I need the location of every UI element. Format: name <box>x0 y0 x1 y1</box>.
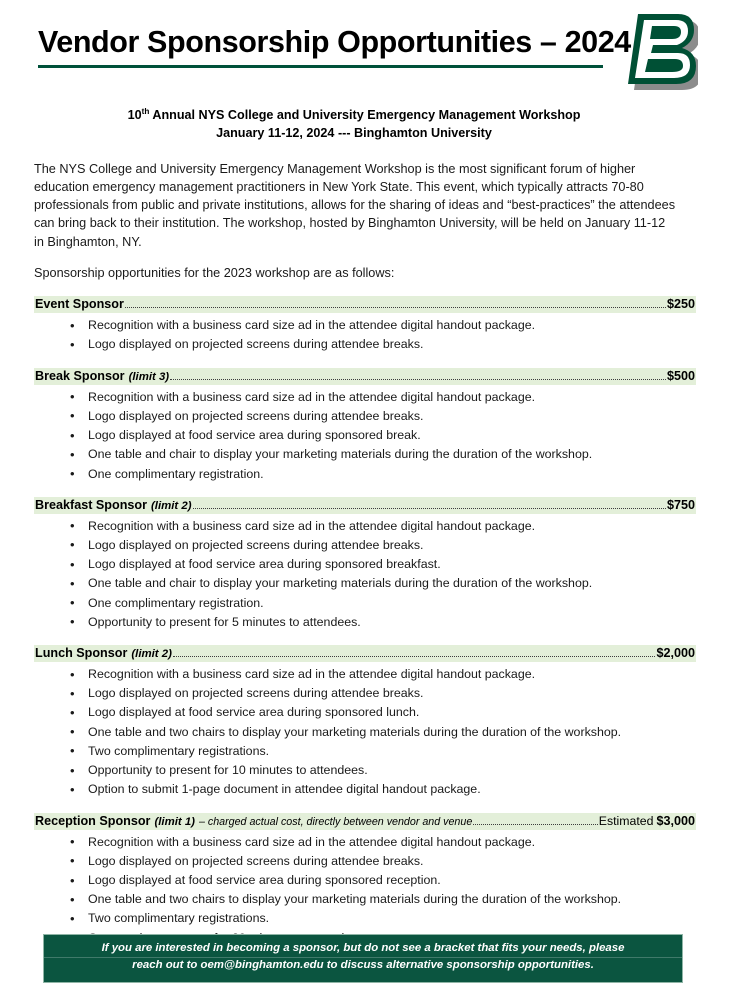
sponsor-benefit-item: • Logo displayed on projected screens during attendee breaks. <box>34 684 696 703</box>
sponsor-benefit-item: • Logo displayed at food service area during sponsored break. <box>34 426 696 445</box>
sponsor-benefit-list <box>34 665 696 800</box>
ordinal-suffix: th <box>141 106 150 116</box>
sponsor-tier <box>34 296 696 354</box>
sponsor-benefit-list <box>34 517 696 632</box>
sponsor-price: $750 <box>666 497 695 512</box>
dotted-leader <box>473 824 598 825</box>
banner-line-1: If you are interested in becoming a sponsor, but do not see a bracket that fits your needs, please <box>101 941 625 954</box>
banner-divider <box>44 957 682 958</box>
intro-paragraph-1: The NYS College and University Emergency Management Workshop is the most significant forum of higher education emergency management practitioners in New York State. This event, which typically attracts 70-80 professionals from public and private institutions, allows for the sharing of ideas and “best-practices” the attendees can bring back to their institution. The workshop, hosted by Binghamton University, will be held on January 11-12 in Binghamton, NY. <box>34 161 676 249</box>
page-title: Vendor Sponsorship Opportunities – 2024 <box>38 25 631 59</box>
sponsor-price: $250 <box>666 297 695 312</box>
sponsor-tier-list <box>34 296 696 986</box>
sponsor-tier-limit: (limit 1) <box>154 815 195 828</box>
dotted-leader <box>170 379 666 380</box>
sponsor-benefit-item: • Recognition with a business card size ad in the attendee digital handout package. <box>34 517 696 536</box>
sponsor-benefit-item: • Logo displayed on projected screens during attendee breaks. <box>34 852 696 871</box>
sponsor-tier-header <box>34 645 696 662</box>
intro-paragraph-2: Sponsorship opportunities for the 2023 workshop are as follows: <box>34 265 395 280</box>
sponsor-benefit-item: • Recognition with a business card size ad in the attendee digital handout package. <box>34 388 696 407</box>
sponsor-tier <box>34 645 696 800</box>
sponsor-benefit-item: • Logo displayed at food service area during sponsored lunch. <box>34 703 696 722</box>
sponsor-tier-header <box>34 368 696 385</box>
sponsor-tier-limit: (limit 2) <box>131 648 172 661</box>
sponsor-tier-header <box>34 296 696 313</box>
sponsor-benefit-item: • One table and two chairs to display your marketing materials during the duration of the workshop. <box>34 723 696 742</box>
sponsor-benefit-item: • Two complimentary registrations. <box>34 909 696 928</box>
sponsor-benefit-item: • Recognition with a business card size ad in the attendee digital handout package. <box>34 665 696 684</box>
sponsor-tier-header <box>34 497 696 514</box>
sponsor-benefit-item: • Logo displayed on projected screens during attendee breaks. <box>34 407 696 426</box>
sponsor-benefit-item: • Opportunity to present for 10 minutes to attendees. <box>34 761 696 780</box>
sponsor-benefit-item: • Logo displayed at food service area during sponsored reception. <box>34 871 696 890</box>
banner-line-2: reach out to oem@binghamton.edu to discuss alternative sponsorship opportunities. <box>132 959 594 972</box>
sponsor-tier-name: Break Sponsor <box>35 368 125 383</box>
subtitle-line-1: 10th Annual NYS College and University Emergency Management Workshop <box>127 106 581 122</box>
title-block <box>38 26 638 68</box>
sponsor-benefit-item: • One table and chair to display your marketing materials during the duration of the workshop. <box>34 445 696 464</box>
sponsor-tier-header <box>34 813 696 830</box>
sponsor-price: $3,000 <box>656 813 695 828</box>
sponsor-price: $2,000 <box>656 646 695 661</box>
sponsor-tier-name: Lunch Sponsor <box>35 646 128 661</box>
intro-section <box>34 160 696 283</box>
sponsor-price-prefix: Estimated <box>598 813 654 828</box>
sponsor-tier-limit: (limit 3) <box>128 370 170 383</box>
dotted-leader <box>193 508 666 509</box>
contact-banner <box>43 934 683 983</box>
sponsor-tier <box>34 368 696 484</box>
sponsor-benefit-item: • Logo displayed on projected screens during attendee breaks. <box>34 335 696 354</box>
dotted-leader <box>173 656 656 657</box>
sponsor-tier-name: Breakfast Sponsor <box>35 497 147 512</box>
subtitle-line-2: January 11-12, 2024 --- Binghamton University <box>216 126 492 141</box>
sponsor-tier-name: Event Sponsor <box>35 297 124 312</box>
sponsor-tier-limit: (limit 2) <box>150 499 192 512</box>
sponsor-benefit-list <box>34 388 696 484</box>
sponsor-price: $500 <box>666 368 695 383</box>
sponsor-benefit-item: • Option to submit 1-page document in attendee digital handout package. <box>34 780 696 799</box>
sponsor-benefit-item: • Logo displayed at food service area during sponsored breakfast. <box>34 555 696 574</box>
sponsor-benefit-list <box>34 316 696 354</box>
document-header <box>34 0 696 92</box>
title-underline-rule <box>38 65 603 68</box>
sponsor-benefit-item: • One complimentary registration. <box>34 465 696 484</box>
sponsor-benefit-item: • One complimentary registration. <box>34 594 696 613</box>
sponsor-benefit-item: • Recognition with a business card size ad in the attendee digital handout package. <box>34 833 696 852</box>
sponsor-benefit-item: • One table and two chairs to display your marketing materials during the duration of the workshop. <box>34 890 696 909</box>
sponsor-tier-name: Reception Sponsor <box>35 813 151 828</box>
sponsor-benefit-item: • Logo displayed on projected screens during attendee breaks. <box>34 536 696 555</box>
sponsor-benefit-item: • Two complimentary registrations. <box>34 742 696 761</box>
dotted-leader <box>125 307 666 308</box>
binghamton-b-logo-icon <box>602 4 698 92</box>
sponsor-benefit-item: • Opportunity to present for 5 minutes to attendees. <box>34 613 696 632</box>
sponsor-benefit-item: • One table and chair to display your marketing materials during the duration of the workshop. <box>34 574 696 593</box>
sponsor-benefit-item: • Recognition with a business card size ad in the attendee digital handout package. <box>34 316 696 335</box>
sponsor-tier-note: – charged actual cost, directly between vendor and venue <box>198 815 473 828</box>
sponsor-tier <box>34 497 696 632</box>
event-subtitle <box>34 106 696 143</box>
